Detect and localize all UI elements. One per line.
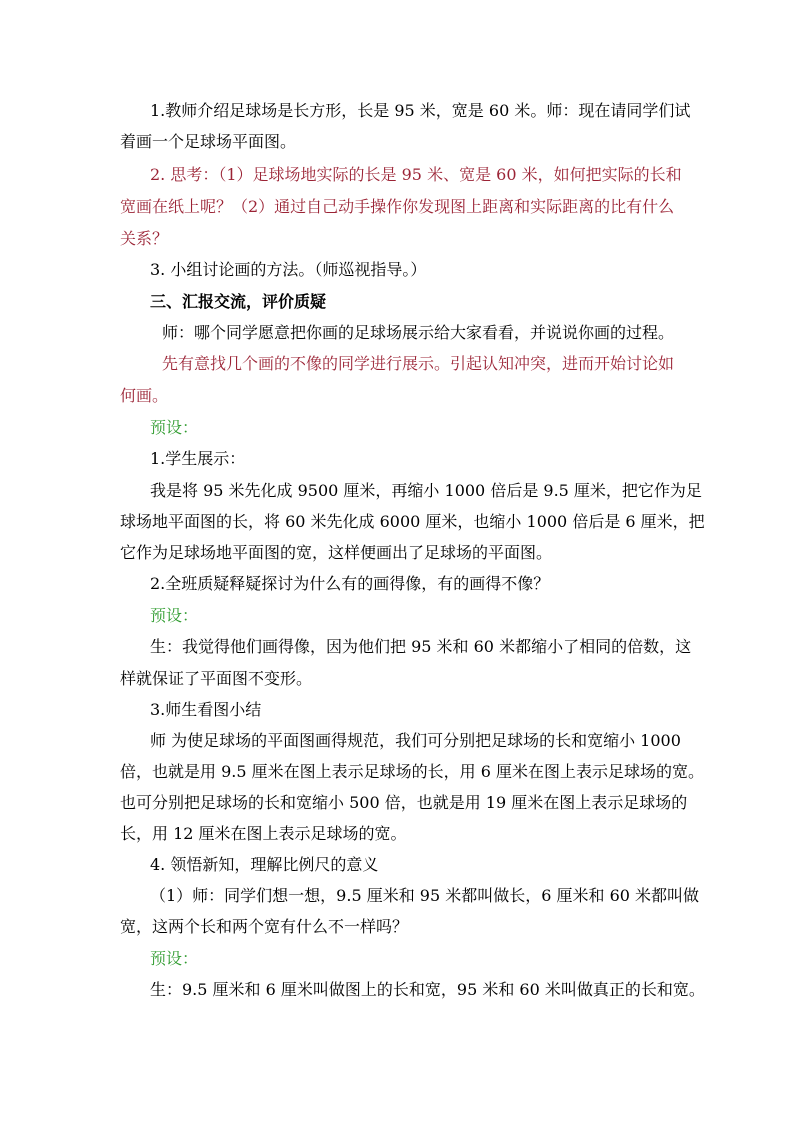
text-line: 2.全班质疑释疑探讨为什么有的画得像，有的画得不像？ bbox=[150, 574, 550, 593]
preset-label: 预设： bbox=[150, 418, 199, 437]
text-line: 也可分别把足球场的长和宽缩小 500 倍，也就是用 19 厘米在图上表示足球场的 bbox=[120, 793, 688, 812]
text-line: 我是将 95 米先化成 9500 厘米，再缩小 1000 倍后是 9.5 厘米，把它作为足 bbox=[150, 481, 702, 500]
text-line: 何画。 bbox=[120, 386, 169, 405]
text-line: 样就保证了平面图不变形。 bbox=[120, 669, 313, 688]
text-line: 生：9.5 厘米和 6 厘米叫做图上的长和宽，95 米和 60 米叫做真正的长和宽。 bbox=[150, 980, 705, 999]
text-line: 3.师生看图小结 bbox=[150, 700, 262, 719]
text-line: 先有意找几个画的不像的同学进行展示。引起认知冲突，进而开始讨论如 bbox=[162, 354, 675, 373]
text-line: 宽，这两个长和两个宽有什么不一样吗？ bbox=[120, 917, 409, 936]
text-line: 师：哪个同学愿意把你画的足球场展示给大家看看，并说说你画的过程。 bbox=[162, 323, 675, 342]
text-line: 它作为足球场地平面图的宽，这样便画出了足球场的平面图。 bbox=[120, 543, 553, 562]
text-line: 长，用 12 厘米在图上表示足球场的宽。 bbox=[120, 824, 407, 843]
preset-label: 预设： bbox=[150, 949, 199, 968]
text-line: 1.学生展示： bbox=[150, 449, 246, 468]
text-line: 生：我觉得他们画得像，因为他们把 95 米和 60 米都缩小了相同的倍数，这 bbox=[150, 637, 692, 656]
text-line: 师 为使足球场的平面图画得规范，我们可分别把足球场的长和宽缩小 1000 bbox=[150, 731, 681, 750]
preset-label: 预设： bbox=[150, 606, 199, 625]
text-line: 着画一个足球场平面图。 bbox=[120, 132, 297, 151]
text-line: 关系？ bbox=[120, 229, 169, 248]
text-line: 4. 领悟新知，理解比例尺的意义 bbox=[150, 855, 379, 874]
text-line: 3. 小组讨论画的方法。（师巡视指导。） bbox=[150, 260, 427, 279]
section-heading: 三、汇报交流，评价质疑 bbox=[150, 292, 327, 311]
text-line: （1）师：同学们想一想，9.5 厘米和 95 米都叫做长，6 厘米和 60 米都叫做 bbox=[150, 886, 700, 905]
text-line: 球场地平面图的长，将 60 米先化成 6000 厘米，也缩小 1000 倍后是 6 厘米，把 bbox=[120, 512, 705, 531]
text-line: 2. 思考：（1）足球场地实际的长是 95 米、宽是 60 米，如何把实际的长和 bbox=[150, 165, 682, 184]
text-line: 倍，也就是用 9.5 厘米在图上表示足球场的长，用 6 厘米在图上表示足球场的宽。 bbox=[120, 762, 704, 781]
text-line: 1.教师介绍足球场是长方形，长是 95 米，宽是 60 米。师：现在请同学们试 bbox=[150, 101, 691, 120]
text-line: 宽画在纸上呢？（2）通过自己动手操作你发现图上距离和实际距离的比有什么 bbox=[120, 197, 675, 216]
